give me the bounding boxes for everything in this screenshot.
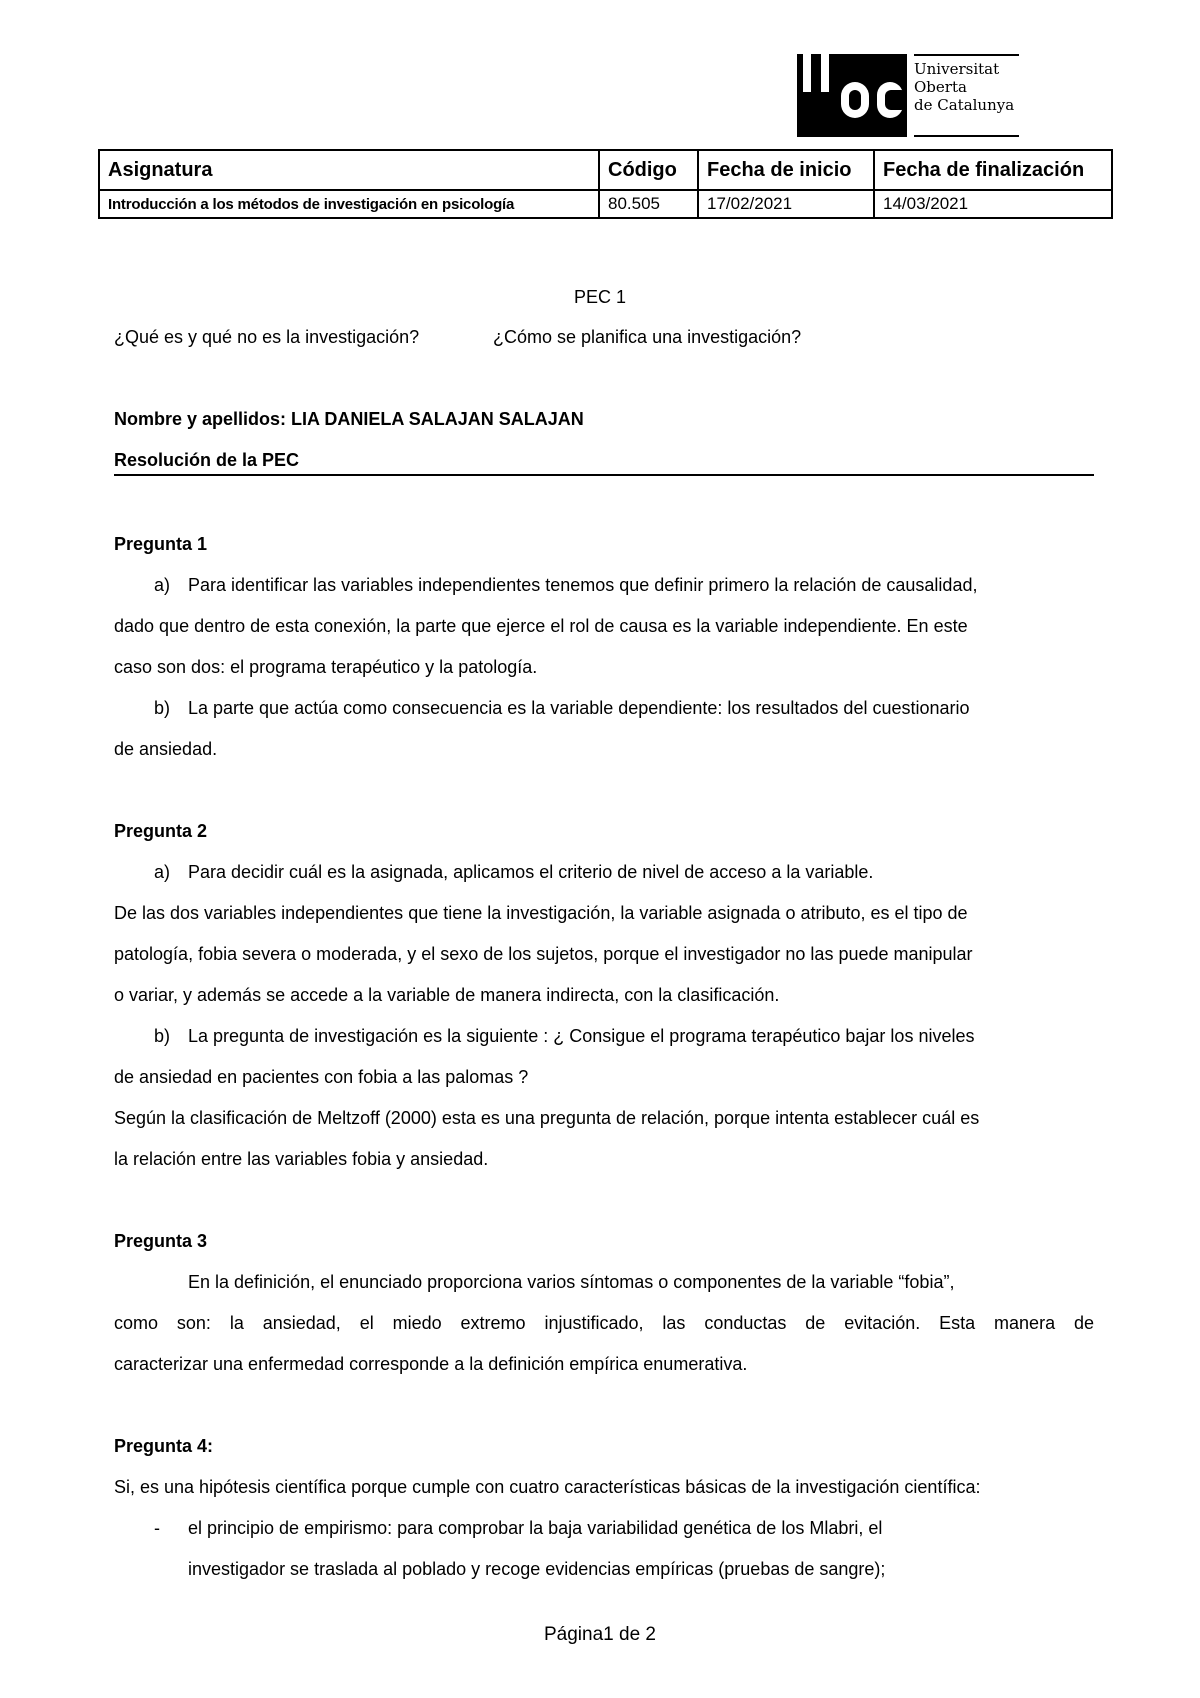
uoc-logo <box>797 54 1019 137</box>
header-fecha-inicio: Fecha de inicio <box>698 150 874 190</box>
q1-b-marker: b) <box>154 698 171 718</box>
subtitle-left: ¿Qué es y qué no es la investigación? <box>114 327 420 347</box>
uoc-logo-mark <box>797 54 907 137</box>
section-divider <box>114 474 1094 476</box>
header-fecha-finalizacion: Fecha de finalización <box>874 150 1112 190</box>
cell-asignatura: Introducción a los métodos de investigación en psicología <box>99 190 599 218</box>
q2-c-line-1: Según la clasificación de Meltzoff (2000) esta es una pregunta de relación, porque intenta establecer cuál es <box>114 1108 980 1128</box>
q2-b-line-2: de ansiedad en pacientes con fobia a las palomas ? <box>114 1067 529 1087</box>
resolution-heading: Resolución de la PEC <box>114 450 300 470</box>
q3-heading: Pregunta 3 <box>114 1231 208 1251</box>
q1-a-line-3: caso son dos: el programa terapéutico y la patología. <box>114 657 538 677</box>
header-asignatura: Asignatura <box>99 150 599 190</box>
q2-p-line-2: patología, fobia severa o moderada, y el sexo de los sujetos, porque el investigador no las puede manipular <box>114 944 973 964</box>
logo-top-rule <box>914 54 1019 56</box>
table-row <box>99 190 1112 218</box>
header-codigo: Código <box>599 150 698 190</box>
logo-line-3: de Catalunya <box>914 96 1015 114</box>
q2-heading: Pregunta 2 <box>114 821 208 841</box>
q1-b-line-2: de ansiedad. <box>114 739 218 759</box>
logo-line-2: Oberta <box>914 78 967 96</box>
q1-a-line-1: Para identificar las variables independientes tenemos que definir primero la relación de causalidad, <box>188 575 978 595</box>
logo-text <box>914 60 1014 114</box>
page-number: Página1 de 2 <box>544 1624 656 1645</box>
q1-heading: Pregunta 1 <box>114 534 208 554</box>
q2-c-line-2: la relación entre las variables fobia y ansiedad. <box>114 1149 489 1169</box>
q1-a-marker: a) <box>154 575 171 595</box>
cell-codigo: 80.505 <box>599 190 698 218</box>
q2-p-line-3: o variar, y además se accede a la variable de manera indirecta, con la clasificación. <box>114 985 780 1005</box>
subject-table <box>98 149 1113 219</box>
q4-item-line-2: investigador se traslada al poblado y recoge evidencias empíricas (pruebas de sangre); <box>188 1559 886 1579</box>
q1-a-line-2: dado que dentro de esta conexión, la parte que ejerce el rol de causa es la variable independiente. En este <box>114 616 968 636</box>
q3-line-1: En la definición, el enunciado proporciona varios síntomas o componentes de la variable “fobia”, <box>188 1272 955 1292</box>
q3-line-2: como son: la ansiedad, el miedo extremo injustificado, las conductas de evitación. Esta manera de <box>114 1313 1094 1333</box>
subtitle-right: ¿Cómo se planifica una investigación? <box>493 327 802 347</box>
q2-p-line-1: De las dos variables independientes que tiene la investigación, la variable asignada o atributo, es el tipo de <box>114 903 968 923</box>
q4-line-1: Si, es una hipótesis científica porque cumple con cuatro características básicas de la investigación científica: <box>114 1477 981 1497</box>
cell-fecha-inicio: 17/02/2021 <box>698 190 874 218</box>
q4-item-line-1: el principio de empirismo: para comprobar la baja variabilidad genética de los Mlabri, el <box>188 1518 883 1538</box>
q3-line-3: caracterizar una enfermedad corresponde a la definición empírica enumerativa. <box>114 1354 748 1374</box>
logo-bottom-rule <box>914 135 1019 137</box>
table-header-row <box>99 150 1112 190</box>
q2-a-marker: a) <box>154 862 171 882</box>
doc-title: PEC 1 <box>573 287 627 307</box>
q2-b-line-1: La pregunta de investigación es la siguiente : ¿ Consigue el programa terapéutico bajar los niveles <box>188 1026 975 1046</box>
q1-b-line-1: La parte que actúa como consecuencia es la variable dependiente: los resultados del cuestionario <box>188 698 970 718</box>
q2-b-marker: b) <box>154 1026 171 1046</box>
student-name: Nombre y apellidos: LIA DANIELA SALAJAN SALAJAN <box>114 409 584 429</box>
q4-dash: - <box>154 1518 160 1538</box>
q2-a-line-1: Para decidir cuál es la asignada, aplicamos el criterio de nivel de acceso a la variable. <box>188 862 874 882</box>
cell-fecha-finalizacion: 14/03/2021 <box>874 190 1112 218</box>
q4-heading: Pregunta 4: <box>114 1436 214 1456</box>
logo-line-1: Universitat <box>914 60 1000 78</box>
